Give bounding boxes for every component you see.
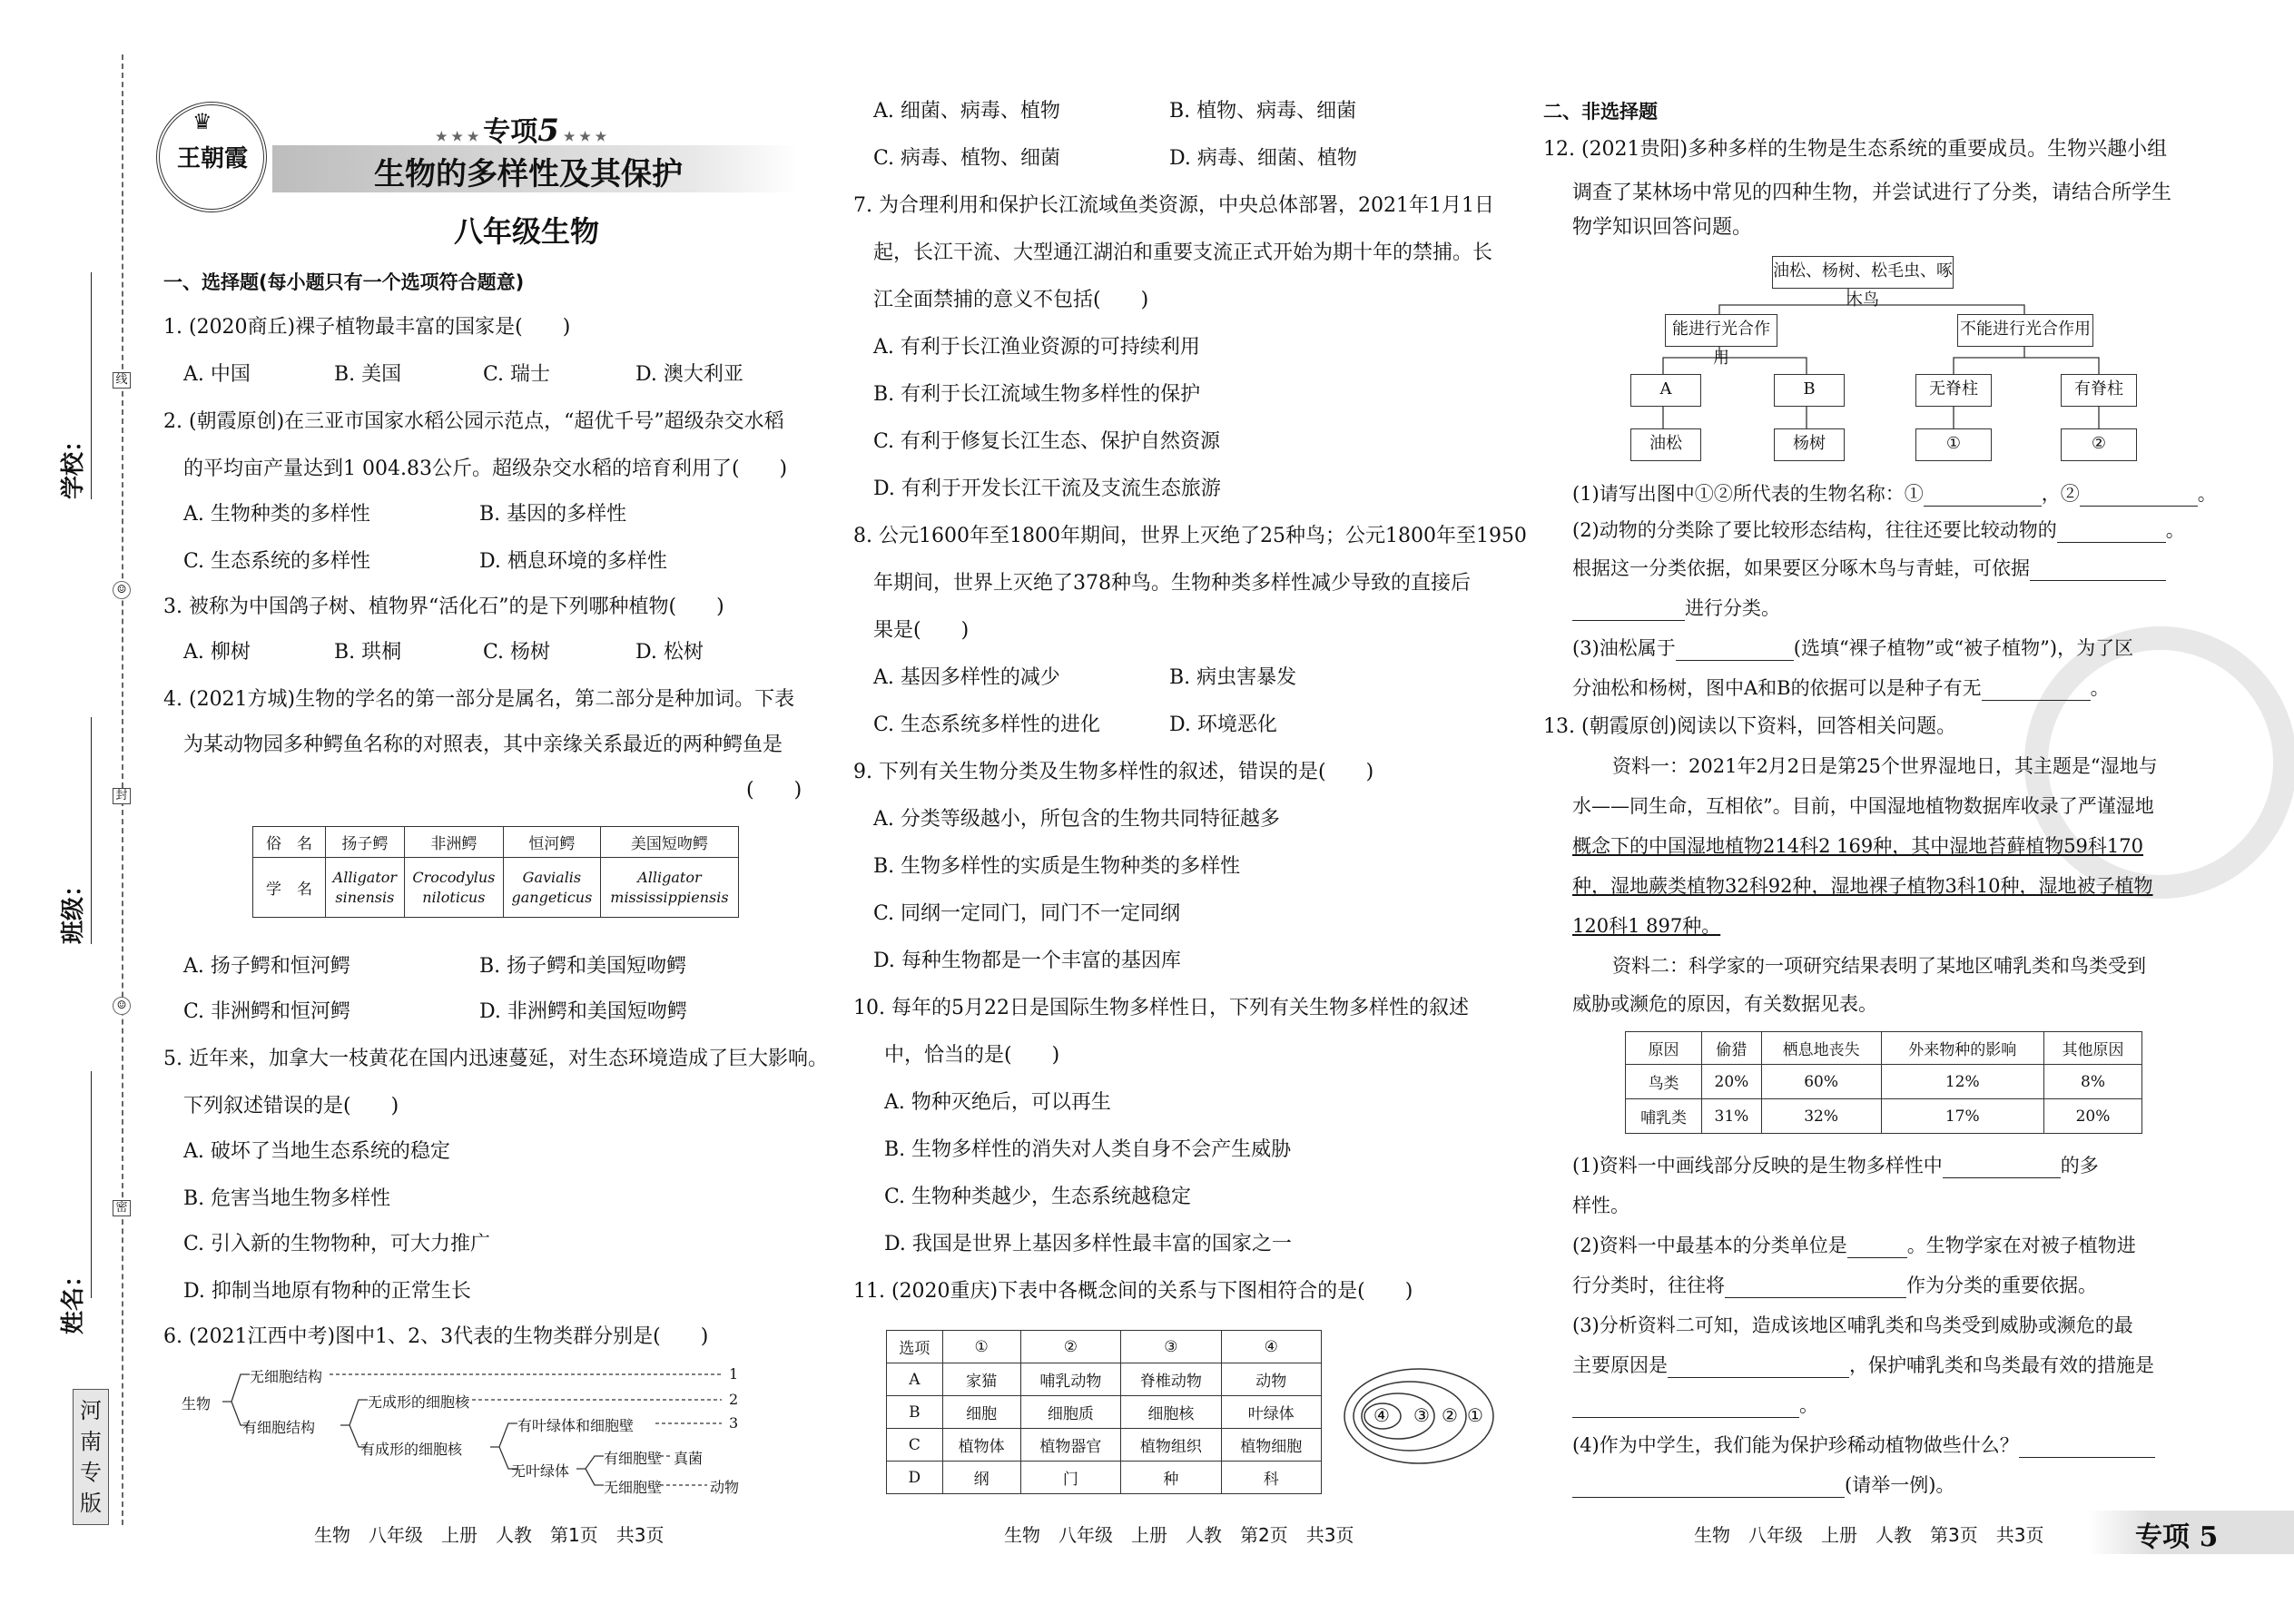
answer-blank[interactable] xyxy=(2080,485,2198,507)
q7-option-d[interactable]: D. 有利于开发长江干流及支流生态旅游 xyxy=(873,477,1221,500)
q6-option-d[interactable]: D. 病毒、细菌、植物 xyxy=(1169,147,1357,170)
question-8-stem: 8. 公元1600年至1800年期间，世界上灭绝了25种鸟；公元1800年至1950 xyxy=(853,525,1527,547)
crown-icon: ♛ xyxy=(192,109,212,134)
circle-label: ③ xyxy=(1413,1404,1430,1426)
q8-option-a[interactable]: A. 基因多样性的减少 xyxy=(873,666,1060,689)
table-cell: Alligator sinensis xyxy=(326,858,405,918)
answer-blank[interactable] xyxy=(2019,1436,2155,1458)
table-cell: 32% xyxy=(1761,1099,1881,1134)
tree-box-invertebrate: 无脊柱 xyxy=(1915,374,1992,407)
q6-option-c[interactable]: C. 病毒、植物、细菌 xyxy=(873,147,1061,170)
table-cell: 科 xyxy=(1221,1462,1321,1494)
table-cell: 31% xyxy=(1702,1099,1762,1134)
table-cell: Gavialis gangeticus xyxy=(503,858,600,918)
q7-option-b[interactable]: B. 有利于长江流域生物多样性的保护 xyxy=(873,383,1201,406)
q4-option-d[interactable]: D. 非洲鳄和美国短吻鳄 xyxy=(479,1000,687,1023)
q12-part-3: (3)油松属于 (选填“裸子植物”或“被子植物”)，为了区 xyxy=(1572,637,2134,659)
table-header: ③ xyxy=(1121,1331,1221,1363)
answer-blank[interactable] xyxy=(1572,1396,1799,1418)
q9-option-a[interactable]: A. 分类等级越小，所包含的生物共同特征越多 xyxy=(873,808,1280,831)
tree-node: 无成形的细胞核 xyxy=(368,1393,470,1411)
answer-blank[interactable] xyxy=(2057,521,2166,543)
q3-option-c[interactable]: C. 杨树 xyxy=(483,641,551,664)
table-cell: 12% xyxy=(1881,1065,2043,1099)
q2-option-b[interactable]: B. 基因的多样性 xyxy=(479,503,627,526)
tree-node: 生物 xyxy=(182,1395,212,1412)
tree-box-no-photosynthesis: 不能进行光合作用 xyxy=(1957,314,2093,347)
table-cell: 细胞质 xyxy=(1020,1396,1120,1429)
question-8-stem: 年期间，世界上灭绝了378种鸟。生物种类多样性减少导致的直接后 xyxy=(873,572,1471,595)
tree-box-2: ② xyxy=(2061,428,2137,461)
answer-blank[interactable] xyxy=(1725,1276,1906,1298)
tree-node: 有成形的细胞核 xyxy=(360,1441,463,1458)
tree-node: 真菌 xyxy=(674,1450,704,1467)
question-12-stem: 调查了某林场中常见的四种生物，并尝试进行了分类，请结合所学生 xyxy=(1572,182,2172,204)
q13-part-3-blank: 。 xyxy=(1572,1393,1818,1418)
seal-mark-seal: 封 xyxy=(113,788,131,804)
seal-mark-line: 线 xyxy=(113,372,131,389)
q10-option-b[interactable]: B. 生物多样性的消失对人类自身不会产生威胁 xyxy=(884,1138,1292,1161)
tree-node: 动物 xyxy=(710,1479,740,1496)
q13-part-2: (2)资料一中最基本的分类单位是 。生物学家在对被子植物进 xyxy=(1572,1235,2136,1256)
table-cell: A xyxy=(887,1363,943,1396)
q5-option-c[interactable]: C. 引入新的生物物种，可大力推广 xyxy=(183,1233,491,1255)
threat-table xyxy=(1625,1031,2142,1134)
circle-label: ② xyxy=(1442,1404,1458,1426)
page-footer-3: 生物 八年级 上册 人教 第3页 共3页 xyxy=(1694,1524,2044,1546)
table-header: 外来物种的影响 xyxy=(1881,1032,2043,1065)
question-13-stem: 13. (朝霞原创)阅读以下资料，回答相关问题。 xyxy=(1543,715,1957,738)
q8-option-c[interactable]: C. 生态系统多样性的进化 xyxy=(873,714,1101,736)
name-label: 姓名： xyxy=(60,1263,87,1334)
question-1-stem: 1. (2020商丘)裸子植物最丰富的国家是( ) xyxy=(163,316,571,339)
question-2-stem: 2. (朝霞原创)在三亚市国家水稻公园示范点，“超优千号”超级杂交水稻 xyxy=(163,410,784,433)
q4-option-b[interactable]: B. 扬子鳄和美国短吻鳄 xyxy=(479,955,687,978)
answer-blank[interactable] xyxy=(1982,679,2091,701)
star-icon: ★ ★ ★ xyxy=(558,130,607,144)
seal-mark-dense: 密 xyxy=(113,1200,131,1216)
q6-option-a[interactable]: A. 细菌、病毒、植物 xyxy=(873,100,1060,123)
answer-blank[interactable] xyxy=(1572,599,1685,621)
question-2-stem: 的平均亩产量达到1 004.83公斤。超级杂交水稻的培育利用了( ) xyxy=(183,458,788,480)
answer-blank[interactable] xyxy=(1572,1476,1845,1498)
q1-option-b[interactable]: B. 美国 xyxy=(334,363,402,386)
q1-option-c[interactable]: C. 瑞士 xyxy=(483,363,551,386)
tree-box-pine: 油松 xyxy=(1630,428,1701,461)
table-header: 选项 xyxy=(887,1331,943,1363)
question-6-stem: 6. (2021江西中考)图中1、2、3代表的生物类群分别是( ) xyxy=(163,1325,709,1348)
tree-node: 无细胞壁 xyxy=(604,1479,663,1496)
table-header: 其他原因 xyxy=(2044,1032,2142,1065)
q6-option-b[interactable]: B. 植物、病毒、细菌 xyxy=(1169,100,1357,123)
table-cell: 植物组织 xyxy=(1121,1429,1221,1462)
q5-option-d[interactable]: D. 抑制当地原有物种的正常生长 xyxy=(183,1280,471,1303)
tree-box-a: A xyxy=(1630,374,1701,407)
table-cell: 60% xyxy=(1761,1065,1881,1099)
table-header: 原因 xyxy=(1626,1032,1702,1065)
smile-icon: ☺ xyxy=(113,581,131,599)
table-cell: 叶绿体 xyxy=(1221,1396,1321,1429)
table-cell: 植物细胞 xyxy=(1221,1429,1321,1462)
q13-part-2-cont: 行分类时，往往将 作为分类的重要依据。 xyxy=(1572,1275,2097,1296)
q5-option-b[interactable]: B. 危害当地生物多样性 xyxy=(183,1187,391,1210)
answer-blank[interactable] xyxy=(2030,559,2166,581)
tree-box-top: 油松、杨树、松毛虫、啄木鸟 xyxy=(1772,256,1954,289)
table-cell: 非洲鳄 xyxy=(404,827,503,858)
table-cell: 扬子鳄 xyxy=(326,827,405,858)
table-cell: 种 xyxy=(1121,1462,1221,1494)
page-title: 生物的多样性及其保护 xyxy=(374,156,683,192)
classification-tree-q6 xyxy=(177,1362,758,1507)
tree-box-photosynthesis: 能进行光合作用 xyxy=(1665,314,1777,347)
table-cell: 20% xyxy=(1702,1065,1762,1099)
tree-node: 有叶绿体和细胞壁 xyxy=(517,1417,635,1434)
table-cell: 植物体 xyxy=(942,1429,1020,1462)
table-header: 偷猎 xyxy=(1702,1032,1762,1065)
q3-option-d[interactable]: D. 松树 xyxy=(635,641,704,664)
question-10-stem: 10. 每年的5月22日是国际生物多样性日，下列有关生物多样性的叙述 xyxy=(853,997,1469,1019)
school-label: 学校： xyxy=(60,428,87,499)
binding-sidebar xyxy=(0,0,159,1624)
circle-label: ① xyxy=(1467,1404,1483,1426)
q2-option-d[interactable]: D. 栖息环境的多样性 xyxy=(479,550,667,573)
special-text: 专项 xyxy=(483,116,538,148)
question-8-stem: 果是( ) xyxy=(873,619,970,642)
tree-node: 有细胞壁 xyxy=(604,1450,663,1467)
q1-option-a[interactable]: A. 中国 xyxy=(183,363,251,386)
question-11-stem: 11. (2020重庆)下表中各概念间的关系与下图相符合的是( ) xyxy=(853,1280,1413,1303)
table-cell: 17% xyxy=(1881,1099,2043,1134)
tree-number: 3 xyxy=(729,1414,739,1432)
table-cell: Crocodylus niloticus xyxy=(404,858,503,918)
table-header: 栖息地丧失 xyxy=(1761,1032,1881,1065)
question-7-stem: 7. 为合理利用和保护长江流域鱼类资源，中央总体部署，2021年1月1日 xyxy=(853,194,1494,217)
q12-part-2-cont: 根据这一分类依据，如果要区分啄木鸟与青蛙，可依据 xyxy=(1572,556,2166,581)
question-4-stem: 4. (2021方城)生物的学名的第一部分是属名，第二部分是种加词。下表 xyxy=(163,688,795,711)
region-char: 专 xyxy=(80,1460,102,1485)
special-number: 5 xyxy=(537,113,559,149)
q7-option-c[interactable]: C. 有利于修复长江生态、保护自然资源 xyxy=(873,430,1221,453)
answer-blank[interactable] xyxy=(1847,1236,1907,1258)
q12-part-2: (2)动物的分类除了要比较形态结构，往往还要比较动物的 。 xyxy=(1572,519,2185,541)
question-7-stem: 江全面禁捕的意义不包括( ) xyxy=(873,289,1149,311)
q10-option-c[interactable]: C. 生物种类越少，生态系统越稳定 xyxy=(884,1186,1192,1208)
answer-blank[interactable] xyxy=(1924,485,2042,507)
name-blank-line xyxy=(91,1071,92,1298)
crocodile-name-table xyxy=(252,826,739,918)
q2-option-c[interactable]: C. 生态系统的多样性 xyxy=(183,550,371,573)
table-header: ② xyxy=(1020,1331,1120,1363)
tree-number: 1 xyxy=(729,1365,739,1383)
question-4-answer-paren: ( ) xyxy=(746,779,802,802)
question-5-stem: 下列叙述错误的是( ) xyxy=(183,1095,399,1117)
tree-node: 有细胞结构 xyxy=(242,1419,316,1436)
table-cell: 恒河鳄 xyxy=(503,827,600,858)
tree-number: 2 xyxy=(729,1391,739,1408)
table-cell: 美国短吻鳄 xyxy=(600,827,738,858)
q12-part-2-cont: 进行分类。 xyxy=(1572,595,1780,621)
table-cell: 门 xyxy=(1020,1462,1120,1494)
table-cell: 鸟类 xyxy=(1626,1065,1702,1099)
q5-option-a[interactable]: A. 破坏了当地生态系统的稳定 xyxy=(183,1140,450,1163)
question-7-stem: 起，长江干流、大型通江湖泊和重要支流正式开始为期十年的禁捕。长 xyxy=(873,241,1493,264)
table-header: 俗 名 xyxy=(253,827,326,858)
nested-circles-diagram xyxy=(1342,1366,1496,1466)
table-header: 学 名 xyxy=(253,858,326,918)
tree-box-1: ① xyxy=(1915,428,1992,461)
material-1: 水——同生命，互相依”。目前，中国湿地植物数据库收录了严谨湿地 xyxy=(1572,795,2154,817)
answer-blank[interactable] xyxy=(1676,639,1794,661)
question-4-stem: 为某动物园多种鳄鱼名称的对照表，其中亲缘关系最近的两种鳄鱼是 xyxy=(183,733,783,756)
special-label xyxy=(436,109,606,149)
q4-option-c[interactable]: C. 非洲鳄和恒河鳄 xyxy=(183,1000,351,1023)
q10-option-a[interactable]: A. 物种灭绝后，可以再生 xyxy=(884,1091,1111,1114)
table-cell: 哺乳动物 xyxy=(1020,1363,1120,1396)
table-cell: B xyxy=(887,1396,943,1429)
tree-node: 无叶绿体 xyxy=(511,1462,570,1480)
tree-box-poplar: 杨树 xyxy=(1774,428,1845,461)
q10-option-d[interactable]: D. 我国是世界上基因多样性最丰富的国家之一 xyxy=(884,1233,1292,1255)
q13-part-4: (4)作为中学生，我们能为保护珍稀动植物做些什么？ xyxy=(1572,1432,2155,1458)
q3-option-b[interactable]: B. 珙桐 xyxy=(334,641,402,664)
q13-part-4-cont: (请举一例)。 xyxy=(1572,1472,1954,1498)
classification-tree-q12 xyxy=(1625,256,2151,470)
region-char: 河 xyxy=(80,1398,102,1423)
q13-part-1-cont: 样性。 xyxy=(1572,1195,1629,1216)
table-cell: 细胞核 xyxy=(1121,1396,1221,1429)
page-footer-1: 生物 八年级 上册 人教 第1页 共3页 xyxy=(314,1524,665,1546)
q2-option-a[interactable]: A. 生物种类的多样性 xyxy=(183,503,370,526)
smile-icon: ☺ xyxy=(113,997,131,1015)
q9-option-d[interactable]: D. 每种生物都是一个丰富的基因库 xyxy=(873,950,1181,972)
q12-part-3-cont: 分油松和杨树，图中A和B的依据可以是种子有无 。 xyxy=(1572,677,2110,699)
table-cell: 脊椎动物 xyxy=(1121,1363,1221,1396)
question-3-stem: 3. 被称为中国鸽子树、植物界“活化石”的是下列哪种植物( ) xyxy=(163,595,724,618)
table-header: ④ xyxy=(1221,1331,1321,1363)
question-12-stem: 12. (2021贵阳)多种多样的生物是生态系统的重要成员。生物兴趣小组 xyxy=(1543,138,2168,161)
material-1: 资料一：2021年2月2日是第25个世界湿地日，其主题是“湿地与 xyxy=(1612,755,2158,777)
question-5-stem: 5. 近年来，加拿大一枝黄花在国内迅速蔓延，对生态环境造成了巨大影响。 xyxy=(163,1048,828,1070)
material-1-underlined: 概念下的中国湿地植物214科2 169种，其中湿地苔藓植物59科170 xyxy=(1572,835,2144,857)
brand-logo xyxy=(156,102,267,212)
star-icon: ★ ★ ★ xyxy=(436,130,484,144)
table-cell: C xyxy=(887,1429,943,1462)
page-footer-2: 生物 八年级 上册 人教 第2页 共3页 xyxy=(1004,1524,1354,1546)
subject-title: 八年级生物 xyxy=(454,214,600,249)
q3-option-a[interactable]: A. 柳树 xyxy=(183,641,251,664)
q8-option-b[interactable]: B. 病虫害暴发 xyxy=(1169,666,1297,689)
tree-node: 无细胞结构 xyxy=(250,1368,323,1385)
q13-part-3: (3)分析资料二可知，造成该地区哺乳类和鸟类受到威胁或濒危的最 xyxy=(1572,1314,2133,1336)
q1-option-d[interactable]: D. 澳大利亚 xyxy=(635,363,743,386)
material-2: 威胁或濒危的原因，有关数据见表。 xyxy=(1572,993,1877,1015)
table-cell: 哺乳类 xyxy=(1626,1099,1702,1134)
circle-label: ④ xyxy=(1373,1404,1390,1426)
q9-option-c[interactable]: C. 同纲一定同门，同门不一定同纲 xyxy=(873,902,1181,925)
section-heading-choice: 一、选择题(每小题只有一个选项符合题意) xyxy=(163,271,525,293)
section-heading-nonchoice: 二、非选择题 xyxy=(1543,101,1658,123)
tree-box-vertebrate: 有脊柱 xyxy=(2061,374,2137,407)
question-12-stem: 物学知识回答问题。 xyxy=(1572,216,1753,239)
class-label: 班级： xyxy=(60,872,87,944)
region-char: 南 xyxy=(80,1429,102,1454)
q9-option-b[interactable]: B. 生物多样性的实质是生物种类的多样性 xyxy=(873,855,1241,878)
material-1-underlined: 种，湿地蕨类植物32科92种，湿地裸子植物3科10种，湿地被子植物 xyxy=(1572,875,2153,897)
school-blank-line xyxy=(91,272,92,499)
table-cell: Alligator mississippiensis xyxy=(600,858,738,918)
region-edition-badge xyxy=(73,1389,109,1525)
table-cell: 8% xyxy=(2044,1065,2142,1099)
q8-option-d[interactable]: D. 环境恶化 xyxy=(1169,714,1277,736)
table-cell: 家猫 xyxy=(942,1363,1020,1396)
answer-blank[interactable] xyxy=(1668,1356,1849,1378)
table-cell: D xyxy=(887,1462,943,1494)
q13-part-1: (1)资料一中画线部分反映的是生物多样性中 的多 xyxy=(1572,1155,2099,1176)
special-tag: 专项 5 xyxy=(2135,1521,2219,1553)
material-1-underlined: 120科1 897种。 xyxy=(1572,915,1721,937)
material-2: 资料二：科学家的一项研究结果表明了某地区哺乳类和鸟类受到 xyxy=(1612,955,2146,977)
brand-name: 王朝霞 xyxy=(176,145,248,172)
question-9-stem: 9. 下列有关生物分类及生物多样性的叙述，错误的是( ) xyxy=(853,761,1374,783)
question-10-stem: 中，恰当的是( ) xyxy=(884,1044,1060,1067)
table-cell: 细胞 xyxy=(942,1396,1020,1429)
q13-part-3-cont: 主要原因是 ，保护哺乳类和鸟类最有效的措施是 xyxy=(1572,1354,2154,1376)
table-cell: 植物器官 xyxy=(1020,1429,1120,1462)
q4-option-a[interactable]: A. 扬子鳄和恒河鳄 xyxy=(183,955,350,978)
q12-part-1: (1)请写出图中①②所代表的生物名称：① ，② 。 xyxy=(1572,483,2217,505)
q7-option-a[interactable]: A. 有利于长江渔业资源的可持续利用 xyxy=(873,336,1200,359)
table-cell: 纲 xyxy=(942,1462,1020,1494)
table-cell: 20% xyxy=(2044,1099,2142,1134)
answer-blank[interactable] xyxy=(1943,1156,2061,1178)
region-char: 版 xyxy=(80,1491,102,1516)
tree-box-b: B xyxy=(1774,374,1845,407)
concept-table xyxy=(886,1330,1322,1494)
class-blank-line xyxy=(91,717,92,944)
table-cell: 动物 xyxy=(1221,1363,1321,1396)
table-header: ① xyxy=(942,1331,1020,1363)
